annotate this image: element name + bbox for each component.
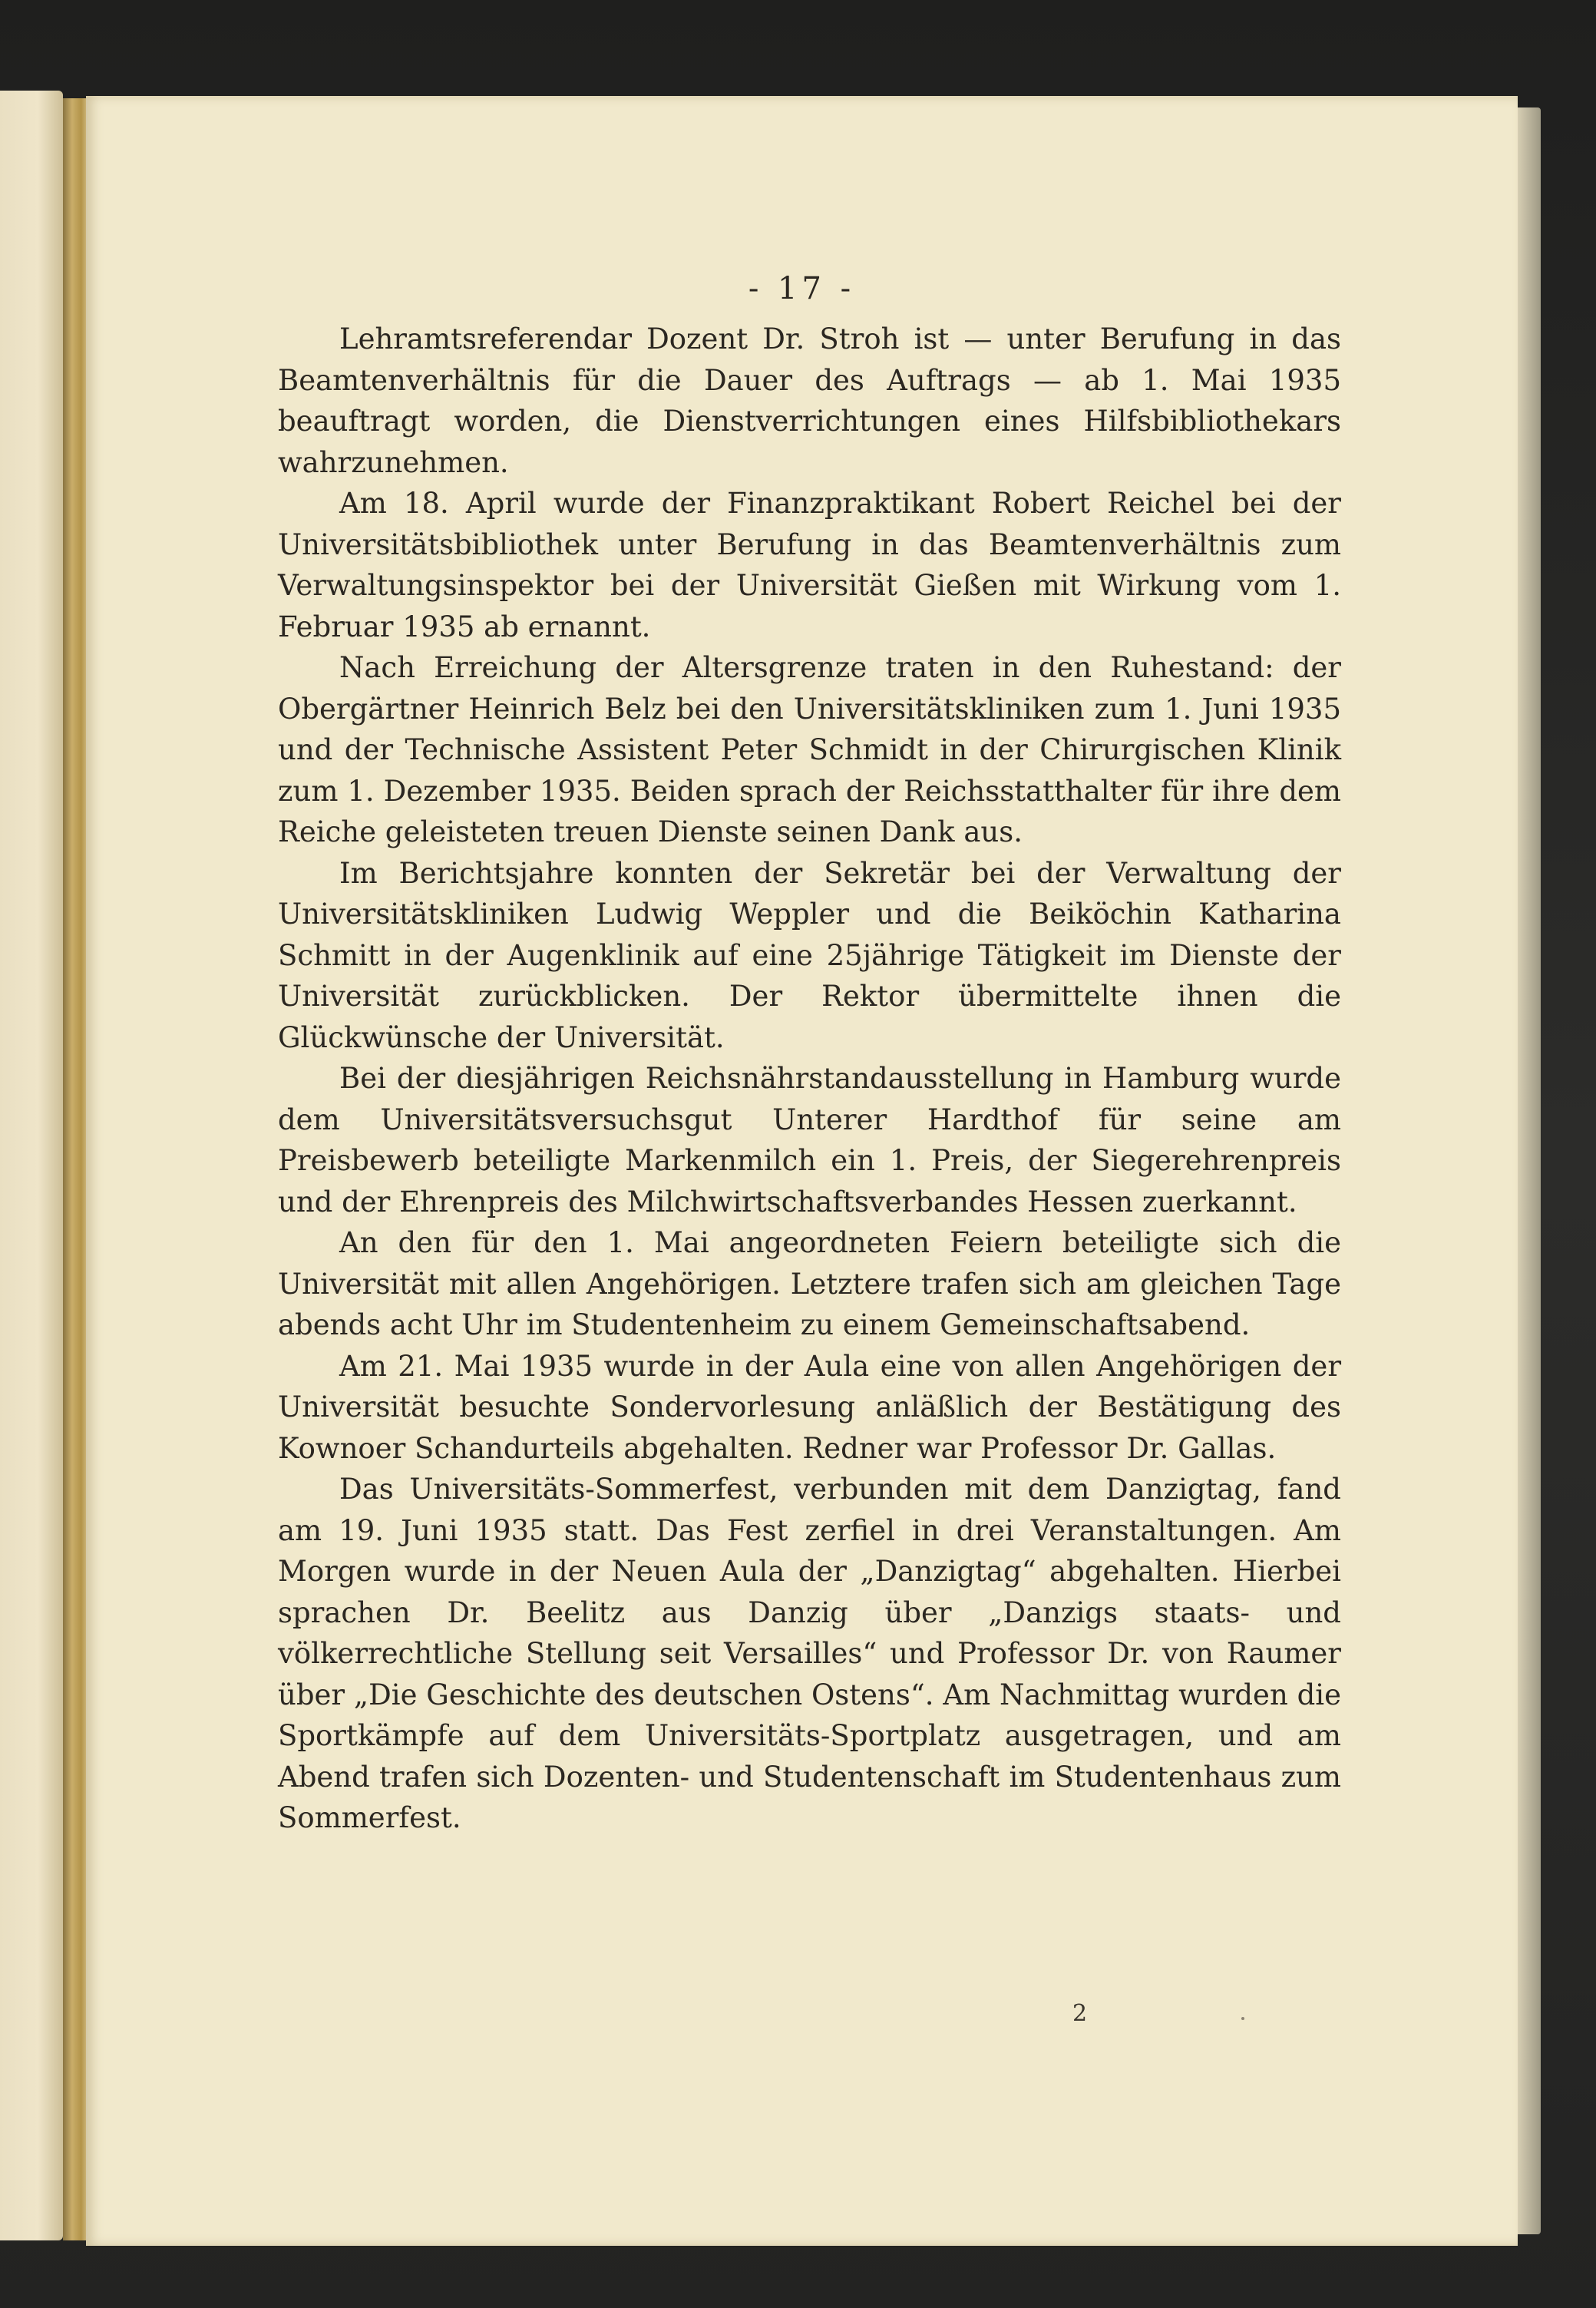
body-text <box>278 319 1341 1839</box>
book-page <box>86 96 1518 2246</box>
signature-mark: 2 <box>1072 2000 1088 2027</box>
paragraph-6: An den für den 1. Mai angeordneten Feiern beteiligte sich die Universität mit allen Angehörigen. Letztere trafen sich am gleichen Tage abends acht Uhr im Studentenheim zu einem Gemeinschaftsabend. <box>278 1226 1341 1341</box>
page-number: - 17 - <box>748 271 856 306</box>
book-gutter <box>63 98 89 2240</box>
previous-page-edge <box>0 91 63 2240</box>
paper-speck <box>1241 2017 1244 2020</box>
page-stack-edge <box>1518 107 1541 2234</box>
paragraph-2: Am 18. April wurde der Finanzpraktikant Robert Reichel bei der Universitätsbibliothek unter Berufung in das Beamtenverhältnis zum Verwaltungsinspektor bei der Universität Gießen mit Wirkung vom 1. Februar 1935 ab ernannt. <box>278 487 1341 643</box>
paragraph-3: Nach Erreichung der Altersgrenze traten in den Ruhestand: der Obergärtner Heinrich Belz bei den Universitätskliniken zum 1. Juni 1935 und der Technische Assistent Peter Schmidt in der Chirurgischen Klinik zum 1. Dezember 1935. Beiden sprach der Reichsstatthalter für ihre dem Reiche geleisteten treuen Dienste seinen Dank aus. <box>278 651 1341 848</box>
paragraph-8: Das Universitäts-Sommerfest, verbunden mit dem Danzigtag, fand am 19. Juni 1935 statt. Das Fest zerfiel in drei Veranstaltungen. Am Morgen wurde in der Neuen Aula der „Danzigtag“ abgehalten. Hierbei sprachen Dr. Beelitz aus Danzig über „Danzigs staats- und völkerrechtliche Stellung seit Versailles“ und Professor Dr. von Raumer über „Die Geschichte des deutschen Ostens“. Am Nachmittag wurden die Sportkämpfe auf dem Universitäts-Sportplatz ausgetragen, und am Abend trafen sich Dozenten- und Studentenschaft im Studentenhaus zum Sommerfest. <box>278 1473 1341 1834</box>
paragraph-1: Lehramtsreferendar Dozent Dr. Stroh ist — unter Berufung in das Beamtenverhältnis für die Dauer des Auftrags — ab 1. Mai 1935 beauftragt worden, die Dienstverrichtungen eines Hilfsbibliothekars wahrzunehmen. <box>278 322 1341 479</box>
paragraph-7: Am 21. Mai 1935 wurde in der Aula eine von allen Angehörigen der Universität besuchte Sondervorlesung anläßlich der Bestätigung des Kownoer Schandurteils abgehalten. Redner war Professor Dr. Gallas. <box>278 1349 1341 1465</box>
paragraph-4: Im Berichtsjahre konnten der Sekretär bei der Verwaltung der Universitätskliniken Ludwig Weppler und die Beiköchin Katharina Schmitt in der Augenklinik auf eine 25jährige Tätigkeit im Dienste der Universität zurückblicken. Der Rektor übermittelte ihnen die Glückwünsche der Universität. <box>278 856 1341 1054</box>
paragraph-5: Bei der diesjährigen Reichsnährstandausstellung in Hamburg wurde dem Universitätsversuchsgut Unterer Hardthof für seine am Preisbewerb beteiligte Markenmilch ein 1. Preis, der Siegerehrenpreis und der Ehrenpreis des Milchwirtschaftsverbandes Hessen zuerkannt. <box>278 1062 1341 1218</box>
